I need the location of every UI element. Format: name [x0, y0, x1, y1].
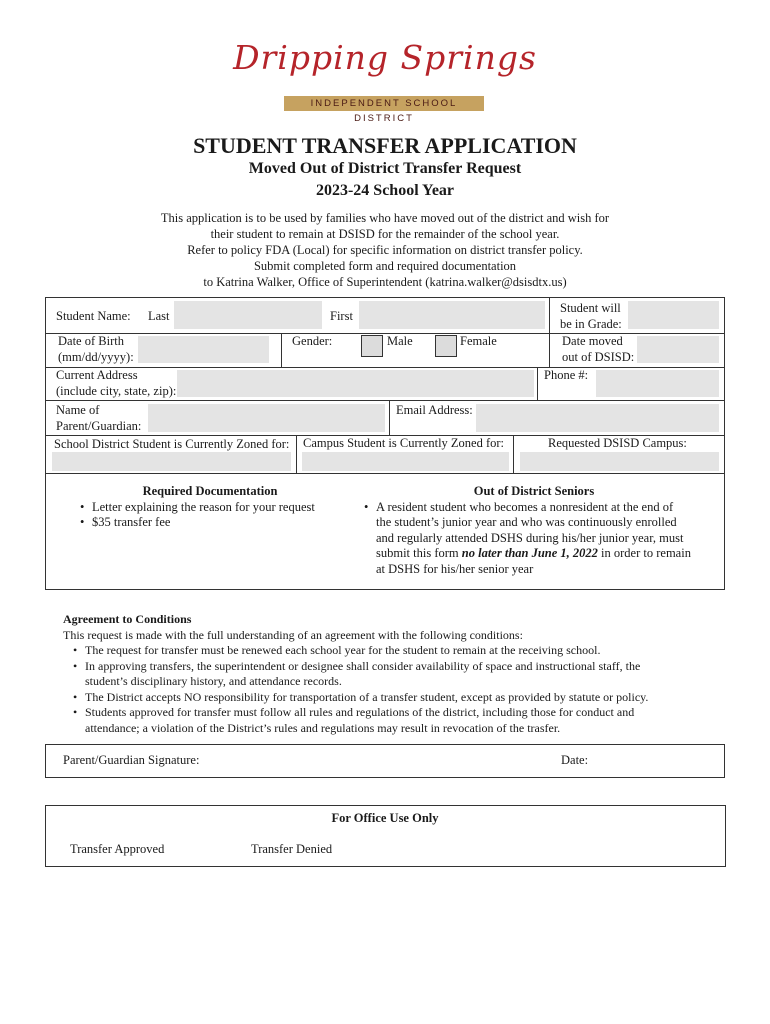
- email-field[interactable]: [476, 404, 719, 432]
- divider: [296, 435, 297, 473]
- seniors-line: and regularly attended DSHS during his/her junior year, must: [376, 530, 684, 545]
- seniors-line-text: in order to remain: [597, 546, 691, 560]
- divider: [549, 297, 550, 333]
- seniors-deadline: no later than June 1, 2022: [461, 546, 598, 560]
- list-item: [73, 659, 723, 690]
- grade-label-line1: Student will: [560, 301, 621, 315]
- seniors-line: at DSHS for his/her senior year: [376, 561, 534, 576]
- transfer-approved-label[interactable]: Transfer Approved: [70, 842, 165, 856]
- district-logo-bar: INDEPENDENT SCHOOL DISTRICT: [284, 96, 484, 111]
- intro-text: [100, 210, 670, 290]
- gender-label: Gender:: [292, 334, 333, 348]
- email-label: Email Address:: [396, 403, 473, 417]
- female-label: Female: [460, 334, 497, 348]
- required-docs-heading: Required Documentation: [142, 484, 278, 498]
- agreement-intro: This request is made with the full understanding of an agreement with the following conditions:: [63, 627, 523, 642]
- grade-label-line2: be in Grade:: [560, 317, 622, 331]
- divider: [45, 400, 725, 401]
- seniors-line-text: submit this form: [376, 546, 462, 560]
- address-label-line1: Current Address: [56, 368, 138, 382]
- signature-label: Parent/Guardian Signature:: [63, 753, 200, 767]
- date-label: Date:: [561, 753, 589, 767]
- zoned-campus-field[interactable]: [302, 452, 509, 471]
- divider: [45, 333, 725, 334]
- male-checkbox[interactable]: [361, 335, 383, 357]
- intro-line: Refer to policy FDA (Local) for specific information on district transfer policy.: [187, 243, 583, 257]
- page-title: STUDENT TRANSFER APPLICATION: [193, 133, 577, 158]
- grade-field[interactable]: [628, 301, 719, 329]
- phone-label: Phone #:: [544, 368, 589, 382]
- divider: [389, 400, 390, 435]
- seniors-line: • A resident student who becomes a nonresident at the end of: [376, 499, 674, 514]
- list-item: • The District accepts NO responsibility for transportation of a transfer student, except as provided by statute or policy.: [73, 690, 723, 706]
- zoned-district-label: School District Student is Currently Zoned for:: [54, 437, 290, 451]
- first-name-field[interactable]: [359, 301, 545, 329]
- divider: [281, 333, 282, 367]
- agreement-line: • Students approved for transfer must follow all rules and regulations of the district, including those for conduct and: [85, 705, 635, 719]
- phone-field[interactable]: [596, 370, 719, 397]
- required-documentation: [80, 484, 350, 531]
- seniors-line: the student’s junior year and who was continuously enrolled: [376, 515, 677, 529]
- divider: [513, 435, 514, 473]
- parent-name-label-line2: Parent/Guardian:: [56, 419, 142, 433]
- parent-name-label-line1: Name of: [56, 403, 100, 417]
- agreement-to-conditions: [63, 612, 723, 736]
- list-item: • Letter explaining the reason for your request: [80, 500, 350, 516]
- district-logo-script: Dripping Springs: [233, 38, 537, 77]
- list-item: • $35 transfer fee: [80, 515, 350, 531]
- seniors-heading: Out of District Seniors: [473, 484, 595, 498]
- list-item: • The request for transfer must be renewed each school year for the student to remain at the receiving school.: [73, 643, 723, 659]
- parent-name-field[interactable]: [148, 404, 385, 432]
- date-moved-field[interactable]: [637, 336, 719, 363]
- last-name-label: Last: [148, 309, 170, 323]
- intro-line: to Katrina Walker, Office of Superintendent (katrina.walker@dsisdtx.us): [203, 275, 567, 289]
- seniors-line: [376, 546, 714, 562]
- date-moved-label-line2: out of DSISD:: [562, 350, 635, 364]
- office-use-heading: For Office Use Only: [331, 811, 439, 825]
- agreement-line: • In approving transfers, the superintendent or designee shall consider availability of space and instructional staff, the: [85, 658, 641, 673]
- divider: [549, 333, 550, 367]
- requested-campus-field[interactable]: [520, 452, 719, 471]
- intro-line: Submit completed form and required documentation: [253, 259, 517, 273]
- divider: [45, 473, 725, 474]
- intro-line: This application is to be used by families who have moved out of the district and wish for: [160, 211, 610, 225]
- list-item: [73, 705, 723, 736]
- address-label-line2: (include city, state, zip):: [56, 384, 177, 398]
- divider: [45, 367, 725, 368]
- address-field[interactable]: [177, 370, 534, 397]
- male-label: Male: [387, 334, 413, 348]
- divider: [537, 367, 538, 400]
- agreement-line: student’s disciplinary history, and attendance records.: [85, 674, 342, 688]
- dob-label-line1: Date of Birth: [58, 334, 124, 348]
- zoned-district-field[interactable]: [52, 452, 291, 471]
- last-name-field[interactable]: [174, 301, 322, 329]
- zoned-campus-label: Campus Student is Currently Zoned for:: [303, 436, 505, 450]
- first-name-label: First: [330, 309, 353, 323]
- out-of-district-seniors: [364, 484, 714, 577]
- date-moved-label-line1: Date moved: [562, 334, 623, 348]
- school-year: 2023-24 School Year: [315, 182, 455, 199]
- female-checkbox[interactable]: [435, 335, 457, 357]
- transfer-denied-label[interactable]: Transfer Denied: [251, 842, 333, 856]
- agreement-heading: Agreement to Conditions: [63, 612, 192, 626]
- agreement-line: attendance; a violation of the District’s rules and regulations may result in revocation of the trasfer.: [85, 720, 561, 735]
- student-name-label: Student Name:: [56, 309, 131, 323]
- requested-campus-label: Requested DSISD Campus:: [548, 436, 687, 450]
- page-subtitle: Moved Out of District Transfer Request: [248, 160, 522, 177]
- intro-line: their student to remain at DSISD for the remainder of the school year.: [210, 227, 560, 241]
- dob-field[interactable]: [138, 336, 269, 363]
- dob-label-line2: (mm/dd/yyyy):: [58, 350, 134, 364]
- seniors-paragraph: [364, 500, 714, 578]
